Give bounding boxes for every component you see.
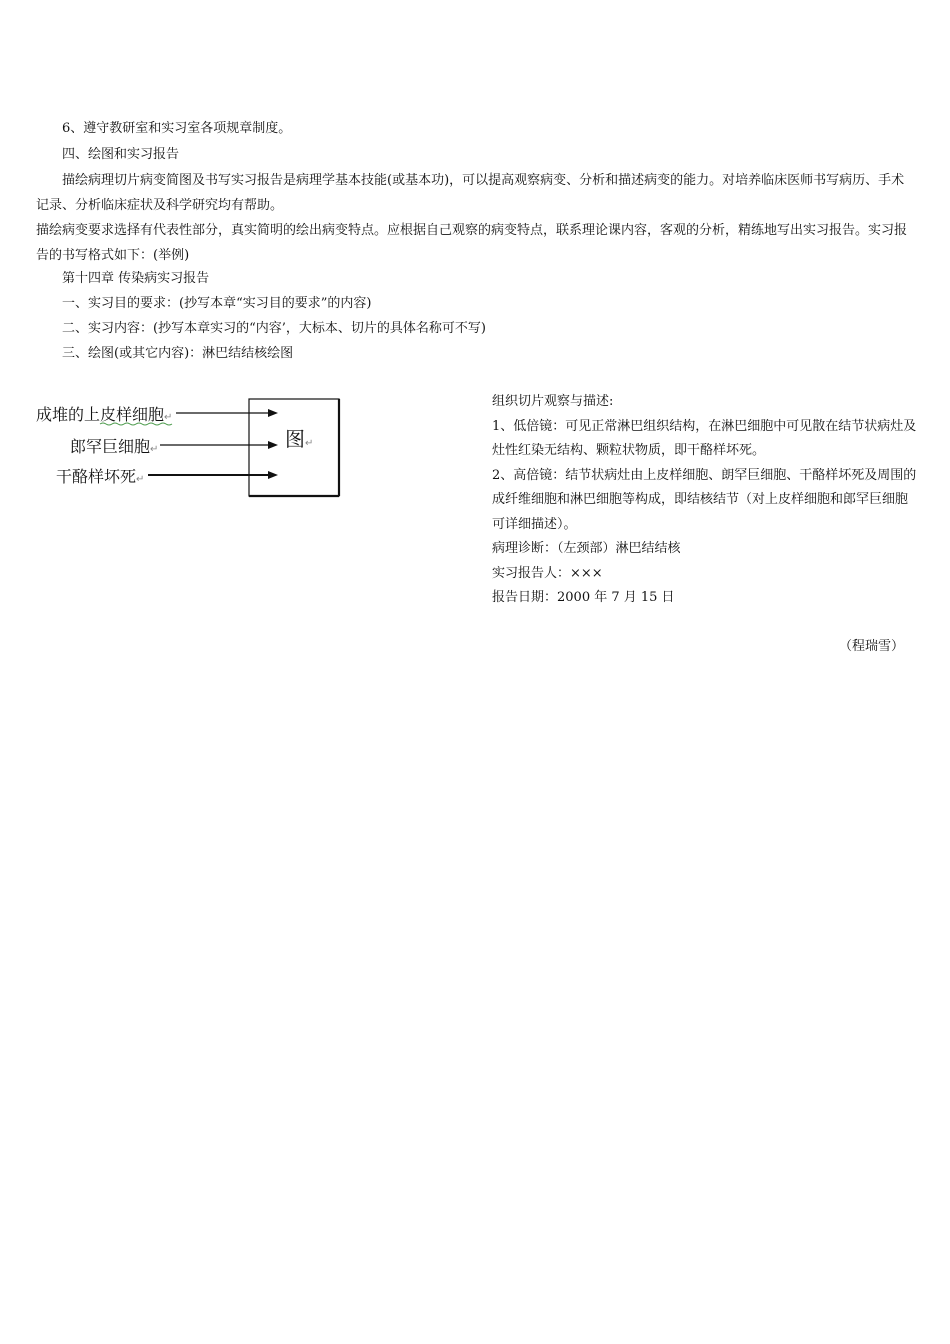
paragraph-drawing-requirements: 描绘病变要求选择有代表性部分，真实简明的绘出病变特点。应根据自己观察的病变特点，联系理论课内容，客观的分析，精练地写出实习报告。实习报告的书写格式如下：(举例) <box>36 223 908 263</box>
report-item-2: 二、实习内容：(抄写本章实习的“内容’，大标本、切片的具体名称可不写) <box>62 321 486 336</box>
arrow-head-icon <box>268 441 278 449</box>
report-author: 实习报告人：××× <box>492 565 603 581</box>
report-item-1: 一、实习目的要求：(抄写本章“实习目的要求”的内容) <box>62 296 372 311</box>
report-date: 报告日期：2000 年 7 月 15 日 <box>492 590 675 605</box>
paragraph-drawing-purpose: 描绘病理切片病变简图及书写实习报告是病理学基本技能(或基本功)，可以提高观察病变、分析和描述病变的能力。对培养临床医师书写病历、手术记录、分析临床症状及科学研究均有帮助。 <box>36 173 905 213</box>
section-heading-4: 四、绘图和实习报告 <box>62 147 180 162</box>
label-langhans-giant-cell: 郎罕巨细胞↵ <box>70 437 159 456</box>
observation-title: 组织切片观察与描述: <box>492 394 614 409</box>
arrow-head-icon <box>268 409 278 417</box>
rule-6: 6、遵守教研室和实习室各项规章制度。 <box>62 121 292 136</box>
high-power-description: 2、高倍镜：结节状病灶由上皮样细胞、朗罕巨细胞、干酪样坏死及周围的成纤维细胞和淋巴细胞等构成，即结核结节（对上皮样细胞和郎罕巨细胞可详细描述）。 <box>492 467 917 532</box>
diagram-placeholder-text: 图↵ <box>285 427 314 451</box>
author-signature: （程瑞雪） <box>838 639 904 654</box>
observation-section <box>492 390 920 611</box>
chapter-title: 第十四章 传染病实习报告 <box>62 271 210 286</box>
lymph-node-tuberculosis-diagram <box>30 392 350 502</box>
label-caseous-necrosis: 干酪样坏死↵ <box>56 467 145 486</box>
low-power-description: 1、低倍镜：可见正常淋巴组织结构，在淋巴细胞中可见散在结节状病灶及灶性红染无结构、颗粒状物质，即干酪样坏死。 <box>492 418 917 458</box>
report-item-3: 三、绘图(或其它内容)：淋巴结结核绘图 <box>62 346 294 361</box>
pathology-diagnosis: 病理诊断：（左颈部）淋巴结结核 <box>492 541 681 556</box>
arrow-head-icon <box>268 471 278 479</box>
label-epithelioid-cells: 成堆的上皮样细胞↵ <box>36 405 173 424</box>
